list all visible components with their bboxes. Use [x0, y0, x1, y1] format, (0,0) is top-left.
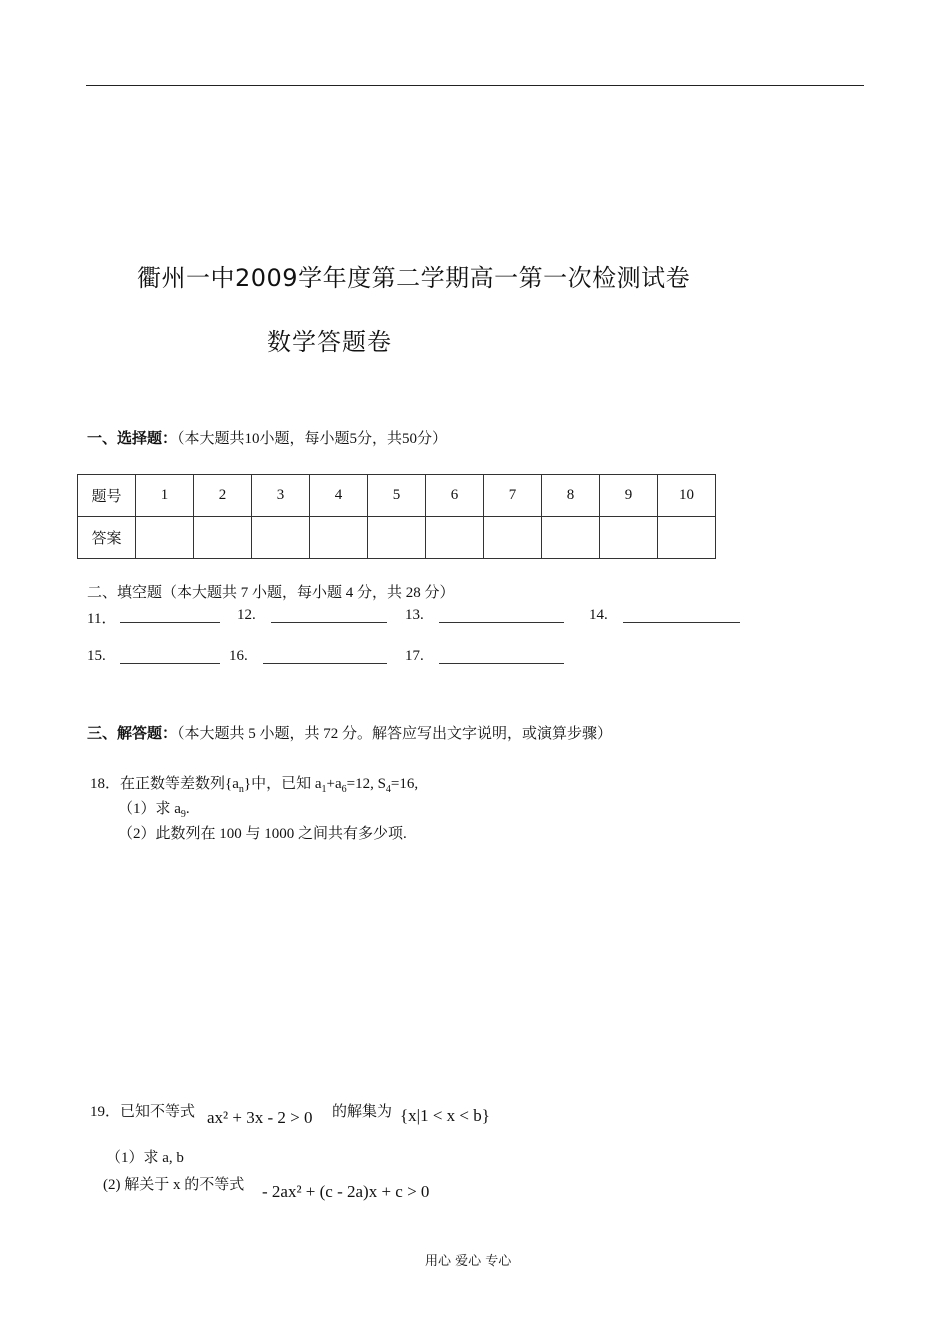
section3-heading	[87, 722, 612, 743]
answer-cell[interactable]	[658, 517, 716, 559]
question-18-stem	[90, 772, 418, 795]
fill-item-16	[229, 648, 248, 665]
q18-part1-text: （1）求 a	[118, 801, 181, 817]
table-row-answers	[78, 517, 716, 559]
table-answer-label: 答案	[78, 517, 136, 559]
fill-item-12	[237, 607, 256, 624]
table-cell-number: 10	[658, 475, 716, 517]
q19-text: 已知不等式	[120, 1104, 196, 1120]
table-row-numbers	[78, 475, 716, 517]
table-cell-number: 4	[310, 475, 368, 517]
table-cell-number: 8	[542, 475, 600, 517]
fill-blank-13[interactable]	[439, 608, 564, 623]
fill-blank-12[interactable]	[271, 608, 387, 623]
table-cell-number: 9	[600, 475, 658, 517]
question-18-part2: （2）此数列在 100 与 1000 之间共有多少项.	[118, 826, 407, 842]
fill-item-17	[405, 648, 424, 665]
table-cell-number: 5	[368, 475, 426, 517]
section3-note: （本大题共 5 小题，共 72 分。解答应写出文字说明，或演算步骤）	[177, 726, 613, 742]
answer-cell[interactable]	[136, 517, 194, 559]
fill-label-15: 15.	[87, 648, 106, 664]
fill-blank-14[interactable]	[623, 608, 740, 623]
q18-sub: 9	[180, 809, 186, 820]
answer-cell[interactable]	[368, 517, 426, 559]
question-19-part1: （1）求 a, b	[106, 1150, 184, 1166]
answer-cell[interactable]	[252, 517, 310, 559]
fill-label-14: 14.	[589, 607, 608, 623]
q18-text: 在正数等差数列{a	[120, 776, 239, 792]
fill-label-17: 17.	[405, 648, 424, 664]
header-rule	[86, 85, 864, 86]
question-19-stem	[90, 1100, 195, 1121]
page-title: 衢州一中2009学年度第二学期高一第一次检测试卷	[137, 264, 691, 292]
answer-table	[77, 474, 716, 559]
q18-sub: n	[238, 784, 244, 795]
answer-cell[interactable]	[542, 517, 600, 559]
section2-heading: 二、填空题（本大题共 7 小题，每小题 4 分，共 28 分）	[87, 585, 455, 601]
section1-note: （本大题共10小题，每小题5分，共50分）	[177, 431, 448, 447]
answer-cell[interactable]	[600, 517, 658, 559]
fill-blank-17[interactable]	[439, 649, 564, 664]
answer-cell[interactable]	[194, 517, 252, 559]
question-18-part1	[118, 797, 190, 820]
q19-text-2: 的解集为	[332, 1104, 393, 1120]
fill-item-13	[405, 607, 424, 624]
fill-item-15	[87, 648, 106, 665]
page-subtitle: 数学答题卷	[267, 328, 392, 356]
q18-number: 18．	[90, 776, 121, 792]
fill-blank-16[interactable]	[263, 649, 387, 664]
fill-blank-11[interactable]	[120, 608, 220, 623]
q18-text: =12, S	[346, 776, 386, 792]
fill-label-13: 13.	[405, 607, 424, 623]
page-footer: 用心 爱心 专心	[425, 1254, 512, 1269]
q18-sub: 4	[385, 784, 391, 795]
table-header-label: 题号	[78, 475, 136, 517]
table-cell-number: 7	[484, 475, 542, 517]
fill-label-11: 11．	[87, 611, 117, 627]
q18-text: =16,	[390, 776, 419, 792]
q19-inequality-2: - 2ax² + (c - 2a)x + c > 0	[262, 1182, 430, 1201]
q18-sub: 1	[321, 784, 327, 795]
q19-number: 19．	[90, 1104, 121, 1120]
q18-text: }中，已知 a	[243, 776, 322, 792]
q19-solution-set: {x|1 < x < b}	[400, 1106, 490, 1125]
section1-title: 一、选择题：	[87, 429, 178, 447]
table-cell-number: 3	[252, 475, 310, 517]
section3-title: 三、解答题：	[87, 724, 178, 742]
q18-part1-text: .	[185, 801, 190, 817]
answer-cell[interactable]	[310, 517, 368, 559]
fill-label-12: 12.	[237, 607, 256, 623]
section1-heading	[87, 427, 447, 448]
question-19-part2: (2) 解关于 x 的不等式	[103, 1177, 245, 1193]
answer-cell[interactable]	[426, 517, 484, 559]
q19-inequality-1: ax² + 3x - 2 > 0	[207, 1108, 313, 1127]
fill-blank-15[interactable]	[120, 649, 220, 664]
q18-text: +a	[326, 776, 342, 792]
fill-label-16: 16.	[229, 648, 248, 664]
fill-item-11	[87, 607, 116, 628]
fill-item-14	[589, 607, 608, 624]
table-cell-number: 1	[136, 475, 194, 517]
table-cell-number: 2	[194, 475, 252, 517]
q18-sub: 6	[341, 784, 347, 795]
answer-cell[interactable]	[484, 517, 542, 559]
table-cell-number: 6	[426, 475, 484, 517]
